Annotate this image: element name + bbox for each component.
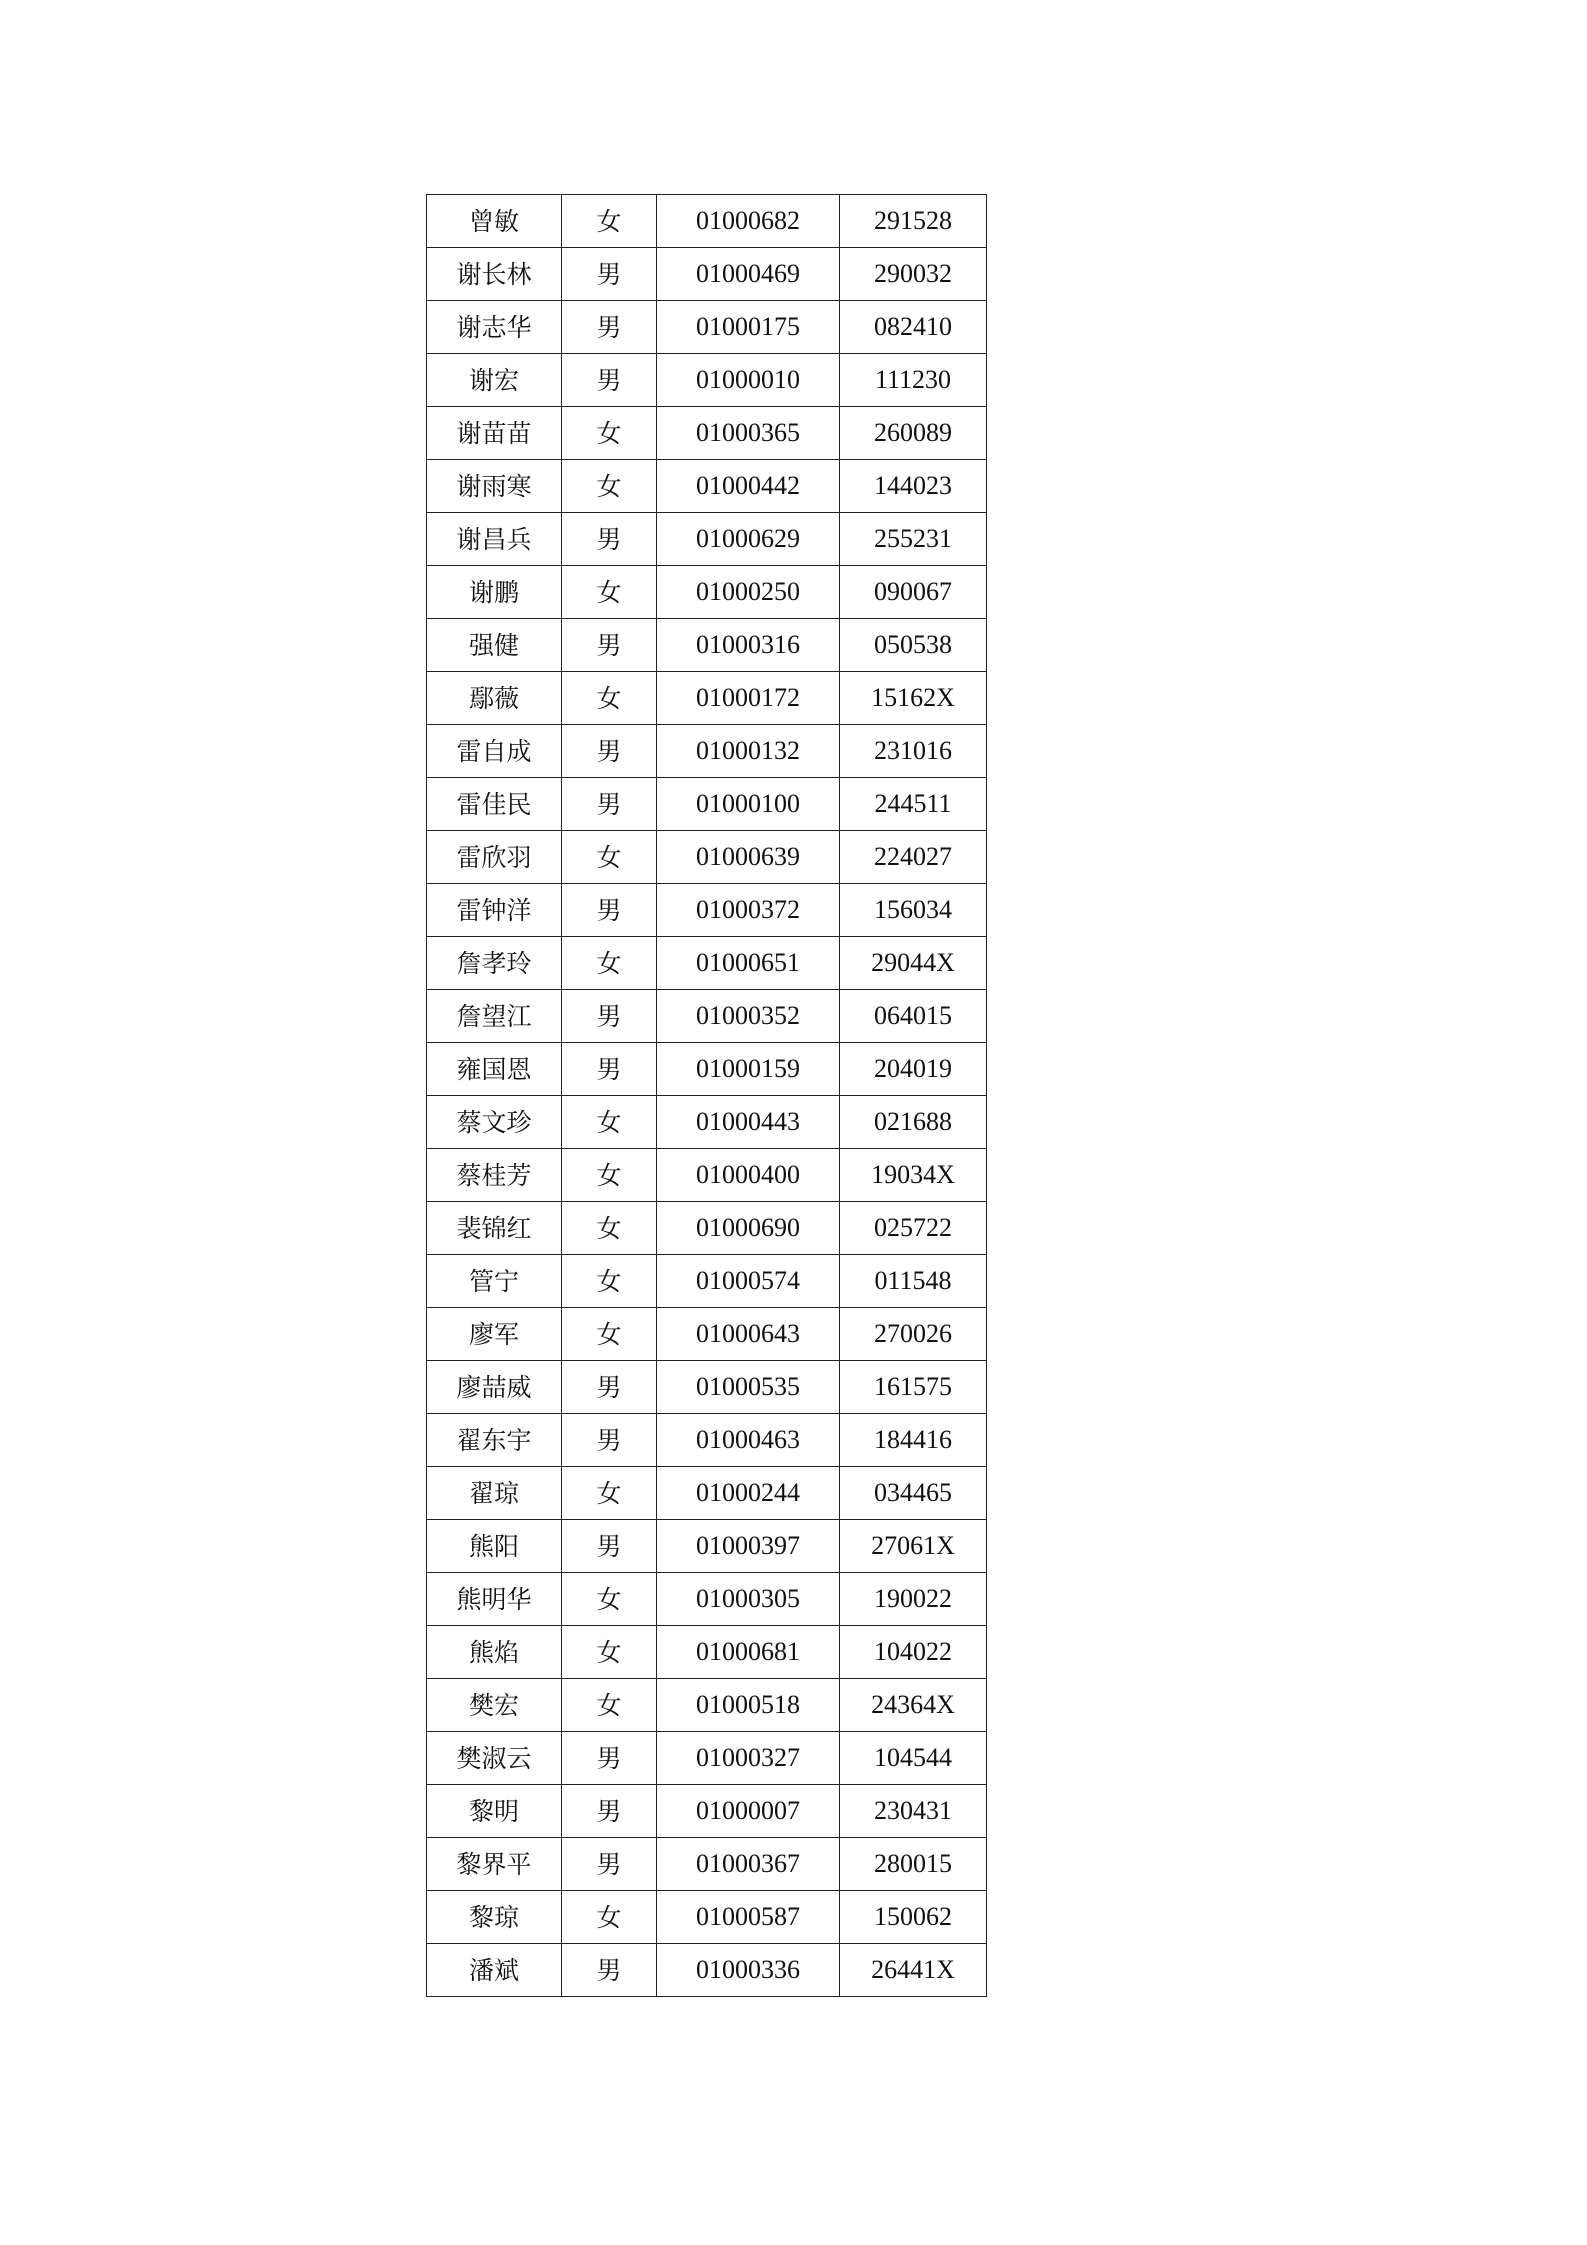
name-cell: 谢鹏	[427, 566, 562, 619]
gender-cell: 女	[562, 1255, 657, 1308]
name-cell: 谢雨寒	[427, 460, 562, 513]
gender-cell: 男	[562, 1361, 657, 1414]
table-row	[427, 1679, 987, 1732]
gender-cell: 男	[562, 619, 657, 672]
table-row	[427, 1467, 987, 1520]
code-cell: 26441X	[840, 1944, 987, 1997]
code-cell: 27061X	[840, 1520, 987, 1573]
table-row	[427, 354, 987, 407]
gender-cell: 男	[562, 354, 657, 407]
gender-cell: 男	[562, 1520, 657, 1573]
code-cell: 111230	[840, 354, 987, 407]
gender-cell: 女	[562, 1891, 657, 1944]
gender-cell: 男	[562, 301, 657, 354]
gender-cell: 女	[562, 1149, 657, 1202]
name-cell: 樊宏	[427, 1679, 562, 1732]
id-number-cell: 01000305	[657, 1573, 840, 1626]
name-cell: 黎琼	[427, 1891, 562, 1944]
id-number-cell: 01000469	[657, 248, 840, 301]
table-row	[427, 460, 987, 513]
table-row	[427, 1520, 987, 1573]
name-cell: 谢长林	[427, 248, 562, 301]
table-row	[427, 195, 987, 248]
name-cell: 詹望江	[427, 990, 562, 1043]
name-cell: 雍国恩	[427, 1043, 562, 1096]
gender-cell: 男	[562, 1414, 657, 1467]
table-row	[427, 1626, 987, 1679]
code-cell: 204019	[840, 1043, 987, 1096]
code-cell: 19034X	[840, 1149, 987, 1202]
id-number-cell: 01000010	[657, 354, 840, 407]
gender-cell: 女	[562, 407, 657, 460]
table-row	[427, 407, 987, 460]
gender-cell: 女	[562, 460, 657, 513]
gender-cell: 男	[562, 1732, 657, 1785]
table-row	[427, 513, 987, 566]
name-cell: 谢宏	[427, 354, 562, 407]
code-cell: 290032	[840, 248, 987, 301]
name-cell: 雷钟洋	[427, 884, 562, 937]
code-cell: 034465	[840, 1467, 987, 1520]
id-number-cell: 01000100	[657, 778, 840, 831]
name-cell: 樊淑云	[427, 1732, 562, 1785]
table-row	[427, 248, 987, 301]
code-cell: 24364X	[840, 1679, 987, 1732]
code-cell: 230431	[840, 1785, 987, 1838]
table-row	[427, 1891, 987, 1944]
id-number-cell: 01000574	[657, 1255, 840, 1308]
id-number-cell: 01000400	[657, 1149, 840, 1202]
name-cell: 谢苗苗	[427, 407, 562, 460]
code-cell: 270026	[840, 1308, 987, 1361]
table-row	[427, 566, 987, 619]
id-number-cell: 01000336	[657, 1944, 840, 1997]
table-row	[427, 1308, 987, 1361]
name-cell: 廖喆威	[427, 1361, 562, 1414]
table-row	[427, 1149, 987, 1202]
id-number-cell: 01000587	[657, 1891, 840, 1944]
table-row	[427, 1255, 987, 1308]
gender-cell: 男	[562, 990, 657, 1043]
name-cell: 蔡桂芳	[427, 1149, 562, 1202]
name-cell: 熊阳	[427, 1520, 562, 1573]
gender-cell: 男	[562, 1785, 657, 1838]
gender-cell: 男	[562, 1944, 657, 1997]
name-cell: 熊明华	[427, 1573, 562, 1626]
id-number-cell: 01000643	[657, 1308, 840, 1361]
name-cell: 廖军	[427, 1308, 562, 1361]
id-number-cell: 01000442	[657, 460, 840, 513]
id-number-cell: 01000535	[657, 1361, 840, 1414]
table-row	[427, 1202, 987, 1255]
table-row	[427, 1043, 987, 1096]
code-cell: 090067	[840, 566, 987, 619]
code-cell: 144023	[840, 460, 987, 513]
name-cell: 裴锦红	[427, 1202, 562, 1255]
name-cell: 强健	[427, 619, 562, 672]
code-cell: 280015	[840, 1838, 987, 1891]
name-cell: 鄢薇	[427, 672, 562, 725]
id-number-cell: 01000690	[657, 1202, 840, 1255]
table-row	[427, 831, 987, 884]
id-number-cell: 01000639	[657, 831, 840, 884]
table-row	[427, 1361, 987, 1414]
code-cell: 260089	[840, 407, 987, 460]
id-number-cell: 01000132	[657, 725, 840, 778]
code-cell: 104022	[840, 1626, 987, 1679]
id-number-cell: 01000175	[657, 301, 840, 354]
table-row	[427, 301, 987, 354]
name-cell: 雷欣羽	[427, 831, 562, 884]
name-cell: 翟东宇	[427, 1414, 562, 1467]
code-cell: 190022	[840, 1573, 987, 1626]
gender-cell: 男	[562, 725, 657, 778]
table-row	[427, 672, 987, 725]
gender-cell: 女	[562, 1573, 657, 1626]
id-number-cell: 01000629	[657, 513, 840, 566]
gender-cell: 男	[562, 1838, 657, 1891]
table-row	[427, 1944, 987, 1997]
code-cell: 184416	[840, 1414, 987, 1467]
name-cell: 詹孝玲	[427, 937, 562, 990]
id-number-cell: 01000463	[657, 1414, 840, 1467]
table-row	[427, 1732, 987, 1785]
table-row	[427, 725, 987, 778]
gender-cell: 男	[562, 248, 657, 301]
code-cell: 082410	[840, 301, 987, 354]
id-number-cell: 01000518	[657, 1679, 840, 1732]
gender-cell: 男	[562, 1043, 657, 1096]
id-number-cell: 01000172	[657, 672, 840, 725]
roster-table	[426, 194, 987, 1997]
id-number-cell: 01000159	[657, 1043, 840, 1096]
id-number-cell: 01000397	[657, 1520, 840, 1573]
id-number-cell: 01000365	[657, 407, 840, 460]
table-row	[427, 937, 987, 990]
code-cell: 156034	[840, 884, 987, 937]
name-cell: 黎界平	[427, 1838, 562, 1891]
table-row	[427, 1414, 987, 1467]
id-number-cell: 01000316	[657, 619, 840, 672]
code-cell: 050538	[840, 619, 987, 672]
code-cell: 255231	[840, 513, 987, 566]
code-cell: 29044X	[840, 937, 987, 990]
id-number-cell: 01000352	[657, 990, 840, 1043]
gender-cell: 女	[562, 1467, 657, 1520]
code-cell: 104544	[840, 1732, 987, 1785]
code-cell: 244511	[840, 778, 987, 831]
table-row	[427, 1785, 987, 1838]
code-cell: 161575	[840, 1361, 987, 1414]
id-number-cell: 01000651	[657, 937, 840, 990]
name-cell: 雷自成	[427, 725, 562, 778]
code-cell: 150062	[840, 1891, 987, 1944]
table-row	[427, 1573, 987, 1626]
name-cell: 雷佳民	[427, 778, 562, 831]
id-number-cell: 01000250	[657, 566, 840, 619]
name-cell: 谢志华	[427, 301, 562, 354]
gender-cell: 男	[562, 884, 657, 937]
gender-cell: 女	[562, 1308, 657, 1361]
code-cell: 15162X	[840, 672, 987, 725]
id-number-cell: 01000443	[657, 1096, 840, 1149]
gender-cell: 女	[562, 566, 657, 619]
name-cell: 管宁	[427, 1255, 562, 1308]
table-row	[427, 619, 987, 672]
table-row	[427, 1096, 987, 1149]
table-row	[427, 778, 987, 831]
gender-cell: 男	[562, 513, 657, 566]
gender-cell: 女	[562, 1679, 657, 1732]
gender-cell: 女	[562, 672, 657, 725]
code-cell: 064015	[840, 990, 987, 1043]
code-cell: 231016	[840, 725, 987, 778]
name-cell: 蔡文珍	[427, 1096, 562, 1149]
id-number-cell: 01000681	[657, 1626, 840, 1679]
id-number-cell: 01000367	[657, 1838, 840, 1891]
code-cell: 011548	[840, 1255, 987, 1308]
name-cell: 熊焰	[427, 1626, 562, 1679]
id-number-cell: 01000682	[657, 195, 840, 248]
code-cell: 021688	[840, 1096, 987, 1149]
name-cell: 黎明	[427, 1785, 562, 1838]
table-row	[427, 1838, 987, 1891]
id-number-cell: 01000327	[657, 1732, 840, 1785]
gender-cell: 女	[562, 1096, 657, 1149]
gender-cell: 女	[562, 831, 657, 884]
roster-table-body	[427, 195, 987, 1997]
id-number-cell: 01000372	[657, 884, 840, 937]
code-cell: 224027	[840, 831, 987, 884]
name-cell: 潘斌	[427, 1944, 562, 1997]
code-cell: 025722	[840, 1202, 987, 1255]
name-cell: 曾敏	[427, 195, 562, 248]
table-row	[427, 884, 987, 937]
name-cell: 翟琼	[427, 1467, 562, 1520]
gender-cell: 女	[562, 195, 657, 248]
id-number-cell: 01000007	[657, 1785, 840, 1838]
code-cell: 291528	[840, 195, 987, 248]
name-cell: 谢昌兵	[427, 513, 562, 566]
gender-cell: 女	[562, 937, 657, 990]
gender-cell: 男	[562, 778, 657, 831]
id-number-cell: 01000244	[657, 1467, 840, 1520]
table-row	[427, 990, 987, 1043]
gender-cell: 女	[562, 1202, 657, 1255]
gender-cell: 女	[562, 1626, 657, 1679]
